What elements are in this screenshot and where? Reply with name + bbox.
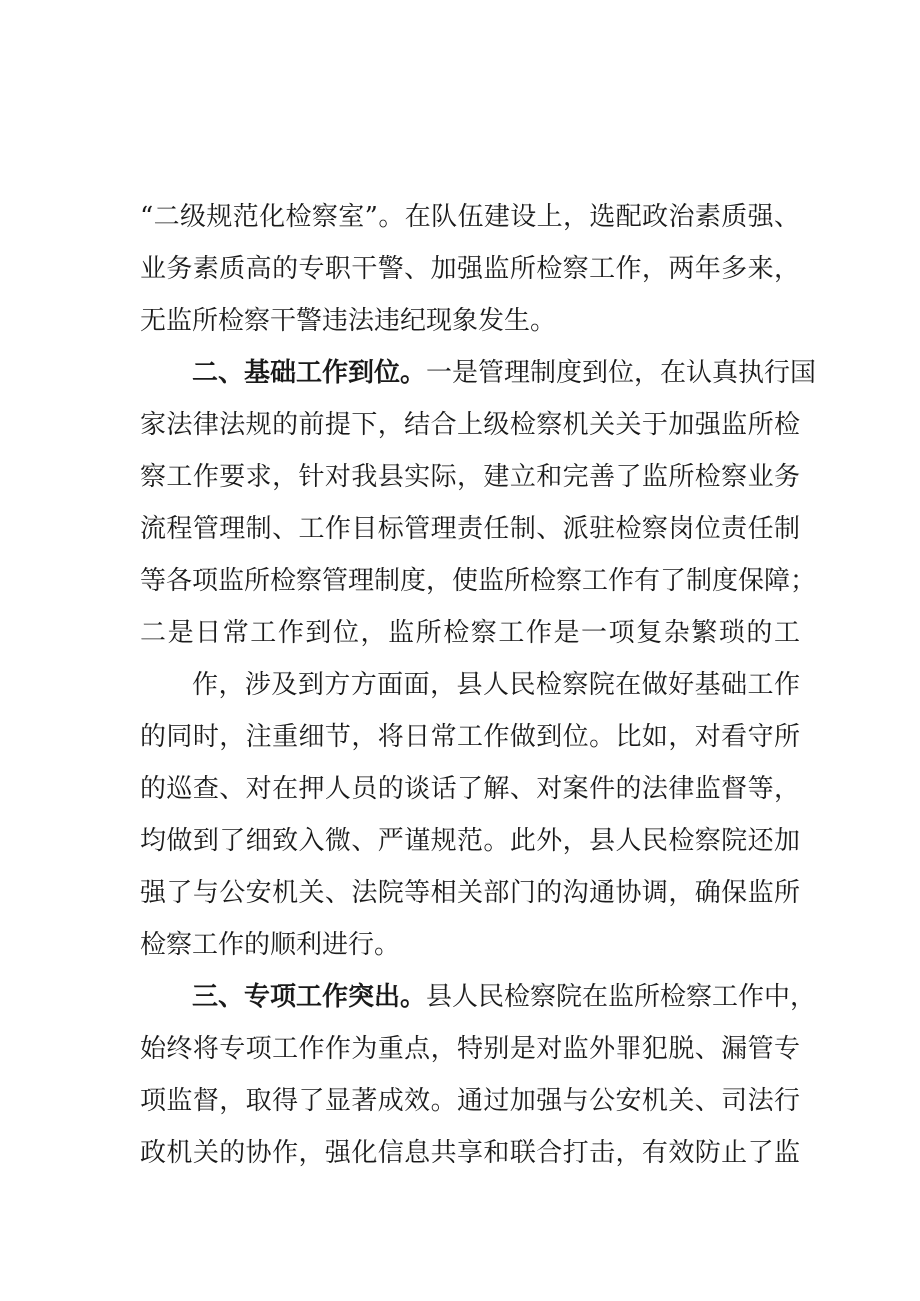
paragraph-line: 政机关的协作，强化信息共享和联合打击，有效防止了监 — [140, 1138, 800, 1168]
paragraph-line: 均做到了细致入微、严谨规范。此外，县人民检察院还加 — [140, 826, 800, 856]
paragraph-line: 家法律法规的前提下，结合上级检察机关关于加强监所检 — [140, 410, 800, 440]
section-three-heading: 三、专项工作突出。 — [192, 982, 427, 1012]
paragraph-line: 无监所检察干警违法违纪现象发生。 — [140, 306, 557, 336]
paragraph-line: 二是日常工作到位，监所检察工作是一项复杂繁琐的工 — [140, 618, 800, 648]
paragraph-line: 等各项监所检察管理制度，使监所检察工作有了制度保障； — [140, 566, 817, 596]
section-three-first-line — [192, 977, 817, 1017]
paragraph-line: 流程管理制、工作目标管理责任制、派驻检察岗位责任制 — [140, 514, 800, 544]
paragraph-line: 的巡查、对在押人员的谈话了解、对案件的法律监督等， — [140, 774, 800, 804]
section-two-heading: 二、基础工作到位。 — [192, 358, 427, 388]
paragraph-line: 察工作要求，针对我县实际，建立和完善了监所检察业务 — [140, 462, 800, 492]
paragraph-line: 强了与公安机关、法院等相关部门的沟通协调，确保监所 — [140, 878, 800, 908]
paragraph-line: 始终将专项工作作为重点，特别是对监外罪犯脱、漏管专 — [140, 1034, 800, 1064]
paragraph-line: 作，涉及到方方面面，县人民检察院在做好基础工作 — [192, 670, 800, 700]
paragraph-line: 业务素质高的专职干警、加强监所检察工作，两年多来， — [140, 254, 800, 284]
paragraph-line: “二级规范化检察室”。在队伍建设上，选配政治素质强、 — [140, 202, 800, 232]
paragraph-line: 项监督，取得了显著成效。通过加强与公安机关、司法行 — [140, 1086, 800, 1116]
section-three-first-line-text: 县人民检察院在监所检察工作中， — [426, 982, 817, 1012]
paragraph-line: 的同时，注重细节，将日常工作做到位。比如，对看守所 — [140, 722, 800, 752]
section-two-first-line-text: 一是管理制度到位，在认真执行国 — [426, 358, 817, 388]
paragraph-line: 检察工作的顺利进行。 — [140, 930, 401, 960]
section-two-first-line — [192, 353, 817, 393]
